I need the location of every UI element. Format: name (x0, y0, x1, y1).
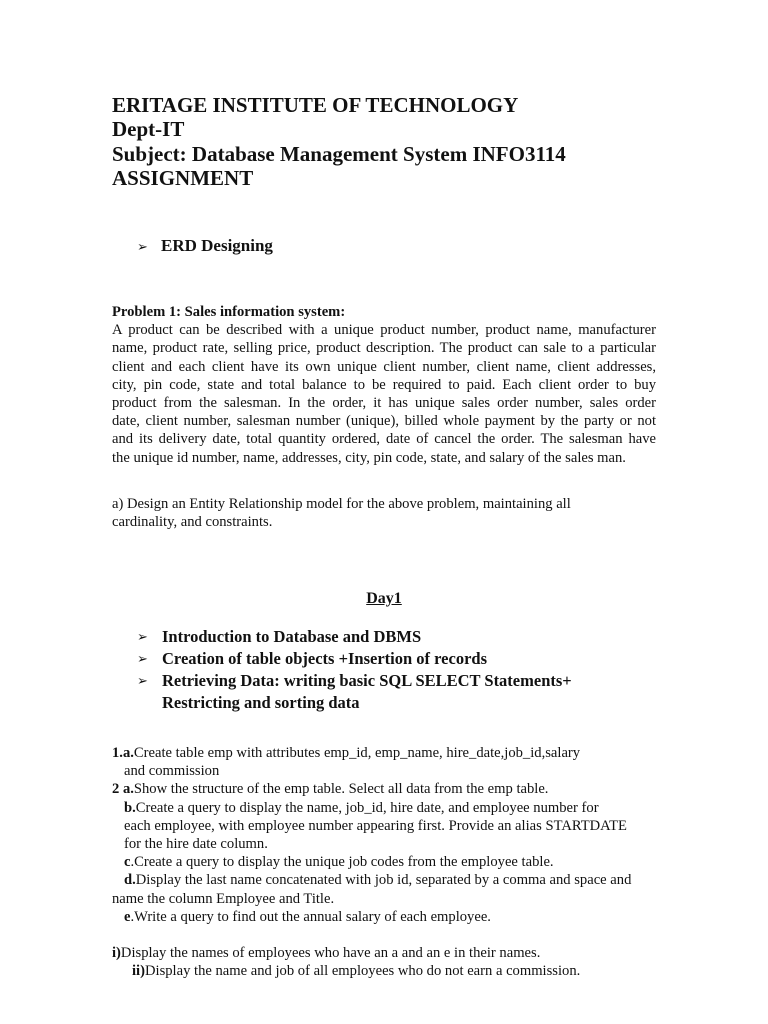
question-a-line-2: cardinality, and constraints. (112, 514, 273, 531)
erd-bullet-label: ERD Designing (161, 236, 273, 255)
problem-1-line: A product can be described with a unique product number, product name, manufacturer (112, 322, 656, 339)
problem-1-title: Problem 1: Sales information system: (112, 304, 346, 320)
task-ii: ii)Display the name and job of all employees who do not earn a commission. (132, 963, 581, 980)
task-i: i)Display the names of employees who have an a and an e in their names. (112, 945, 541, 962)
institute-title: ERITAGE INSTITUTE OF TECHNOLOGY (112, 93, 519, 117)
task-1a-continuation: and commission (124, 763, 220, 780)
task-1a: 1.a.Create table emp with attributes emp_id, emp_name, hire_date,job_id,salary (112, 745, 581, 761)
arrow-bullet-icon: ➢ (137, 240, 148, 255)
day1-title: Day1 (366, 590, 402, 607)
question-a-line-1: a) Design an Entity Relationship model for the above problem, maintaining all (112, 496, 571, 512)
task-2e: e.Write a query to find out the annual salary of each employee. (124, 908, 491, 925)
day1-bullet-text: Creation of table objects +Insertion of records (162, 649, 487, 668)
task-2b-continuation: each employee, with employee number appearing first. Provide an alias STARTDATE (124, 817, 627, 834)
day1-bullet-item (137, 670, 572, 692)
erd-bullet (137, 236, 273, 256)
task-2b-continuation: for the hire date column. (124, 836, 268, 853)
problem-1-line: date, client number, salesman number (unique), billed whole payment by the party or not (112, 413, 656, 430)
task-2d-continuation: name the column Employee and Title. (112, 890, 335, 907)
day1-bullet-item (137, 648, 572, 670)
problem-1-line: city, pin code, state and total balance to be required to paid. Each client order to buy (112, 376, 656, 393)
subject-line: Subject: Database Management System INFO3114 (112, 142, 566, 166)
arrow-bullet-icon: ➢ (137, 652, 148, 667)
problem-1-line: and its delivery date, total quantity ordered, date of cancel the order. The salesman have (112, 431, 656, 448)
problem-1-line: product from the salesman. In the order, it has unique sales order number, sales order (112, 395, 656, 412)
problem-1-line: the unique id number, name, addresses, city, pin code, state, and salary of the sales man. (112, 449, 626, 466)
day1-bullet-list (137, 626, 572, 714)
arrow-bullet-icon: ➢ (137, 674, 148, 689)
question-a (112, 495, 656, 531)
day1-bullet-continuation (137, 692, 572, 714)
task-2d: d.Display the last name concatenated with job id, separated by a comma and space and (124, 872, 632, 889)
problem-1-line: client and each client have its own unique client number, client name, client addresses, (112, 358, 656, 375)
arrow-bullet-icon: ➢ (137, 630, 148, 645)
task-2b: b.Create a query to display the name, job_id, hire date, and employee number for (124, 799, 599, 816)
day1-bullet-item (137, 626, 572, 648)
task-2c: c.Create a query to display the unique job codes from the employee table. (124, 854, 554, 871)
task-2a: 2 a.Show the structure of the emp table. Select all data from the emp table. (112, 781, 549, 798)
day1-bullet-text: Introduction to Database and DBMS (162, 627, 422, 646)
task-list (112, 744, 631, 980)
problem-1-line: name, product rate, selling price, product description. The product can sale to a particular (112, 340, 656, 357)
day1-bullet-text: Restricting and sorting data (162, 693, 360, 712)
day1-bullet-text: Retrieving Data: writing basic SQL SELECT Statements+ (162, 671, 572, 690)
assignment-heading: ASSIGNMENT (112, 166, 254, 190)
problem-1-section (112, 303, 656, 467)
department: Dept-IT (112, 117, 185, 141)
